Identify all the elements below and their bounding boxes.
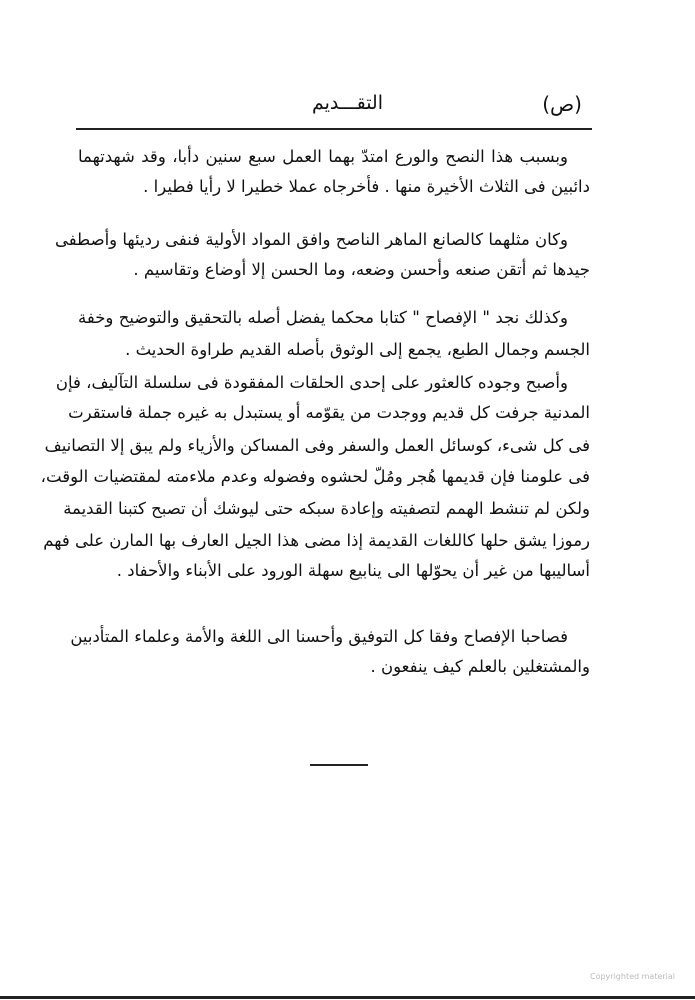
- text-line: جيدها ثم أتقن صنعه وأحسن وضعه، وما الحسن إلا أوضاع وتقاسيم .: [133, 260, 590, 279]
- header-rule: [76, 128, 592, 130]
- text-line: فى كل شىء، كوسائل العمل والسفر وفى المساكن والأزياء ولم يبق إلا التصانيف: [44, 436, 590, 455]
- section-end-rule: [310, 764, 368, 766]
- text-line: وكان مثلهما كالصانع الماهر الناصح وافق المواد الأولية فنفى رديئها وأصطفى: [54, 230, 568, 249]
- text-line: وكذلك نجد " الإفصاح " كتابا محكما يفضل أصله بالتحقيق والتوضيح وخفة: [78, 308, 568, 327]
- text-line: الجسم وجمال الطبع، يجمع إلى الوثوق بأصله القديم طراوة الحديث .: [125, 340, 590, 359]
- text-line: وبسبب هذا النصح والورع امتدّ بهما العمل سبع سنين دأبا، وقد شهدتهما: [78, 147, 568, 166]
- text-line: أساليبها من غير أن يحوّلها الى ينابيع سهلة الورود على الأبناء والأحفاد .: [116, 561, 590, 580]
- bottom-border: [0, 996, 695, 999]
- text-line: فصاحبا الإفصاح وفقا كل التوفيق وأحسنا الى اللغة والأمة وعلماء المتأدبين: [70, 627, 568, 646]
- text-line: دائبين فى الثلاث الأخيرة منها . فأخرجاه عملا خطيرا لا رأيا فطيرا .: [143, 177, 590, 196]
- page-header-title: التقـــديم: [311, 92, 384, 114]
- text-line: وأصبح وجوده كالعثور على إحدى الحلقات المفقودة فى سلسلة التآليف، فإن: [55, 373, 568, 392]
- text-line: المدنية جرفت كل قديم ووجدت من يقوّمه أو يستبدل به غيره جملة فاستقرت: [68, 403, 590, 422]
- page-number: (ص): [542, 92, 582, 116]
- text-line: فى علومنا فإن قديمها هُجر ومُلّ لحشوه وفضوله وعدم ملاءمته لمقتضيات الوقت،: [40, 467, 590, 486]
- copyright-watermark: Copyrighted material: [590, 972, 676, 981]
- text-line: ولكن لم تنشط الهمم لتصفيته وإعادة سبكه حتى ليوشك أن تصبح كتبنا القديمة: [63, 499, 590, 518]
- text-line: رموزا يشق حلها كاللغات القديمة إذا مضى هذا الجيل العارف بها المارن على فهم: [43, 531, 590, 550]
- text-line: والمشتغلين بالعلم كيف ينفعون .: [370, 657, 590, 676]
